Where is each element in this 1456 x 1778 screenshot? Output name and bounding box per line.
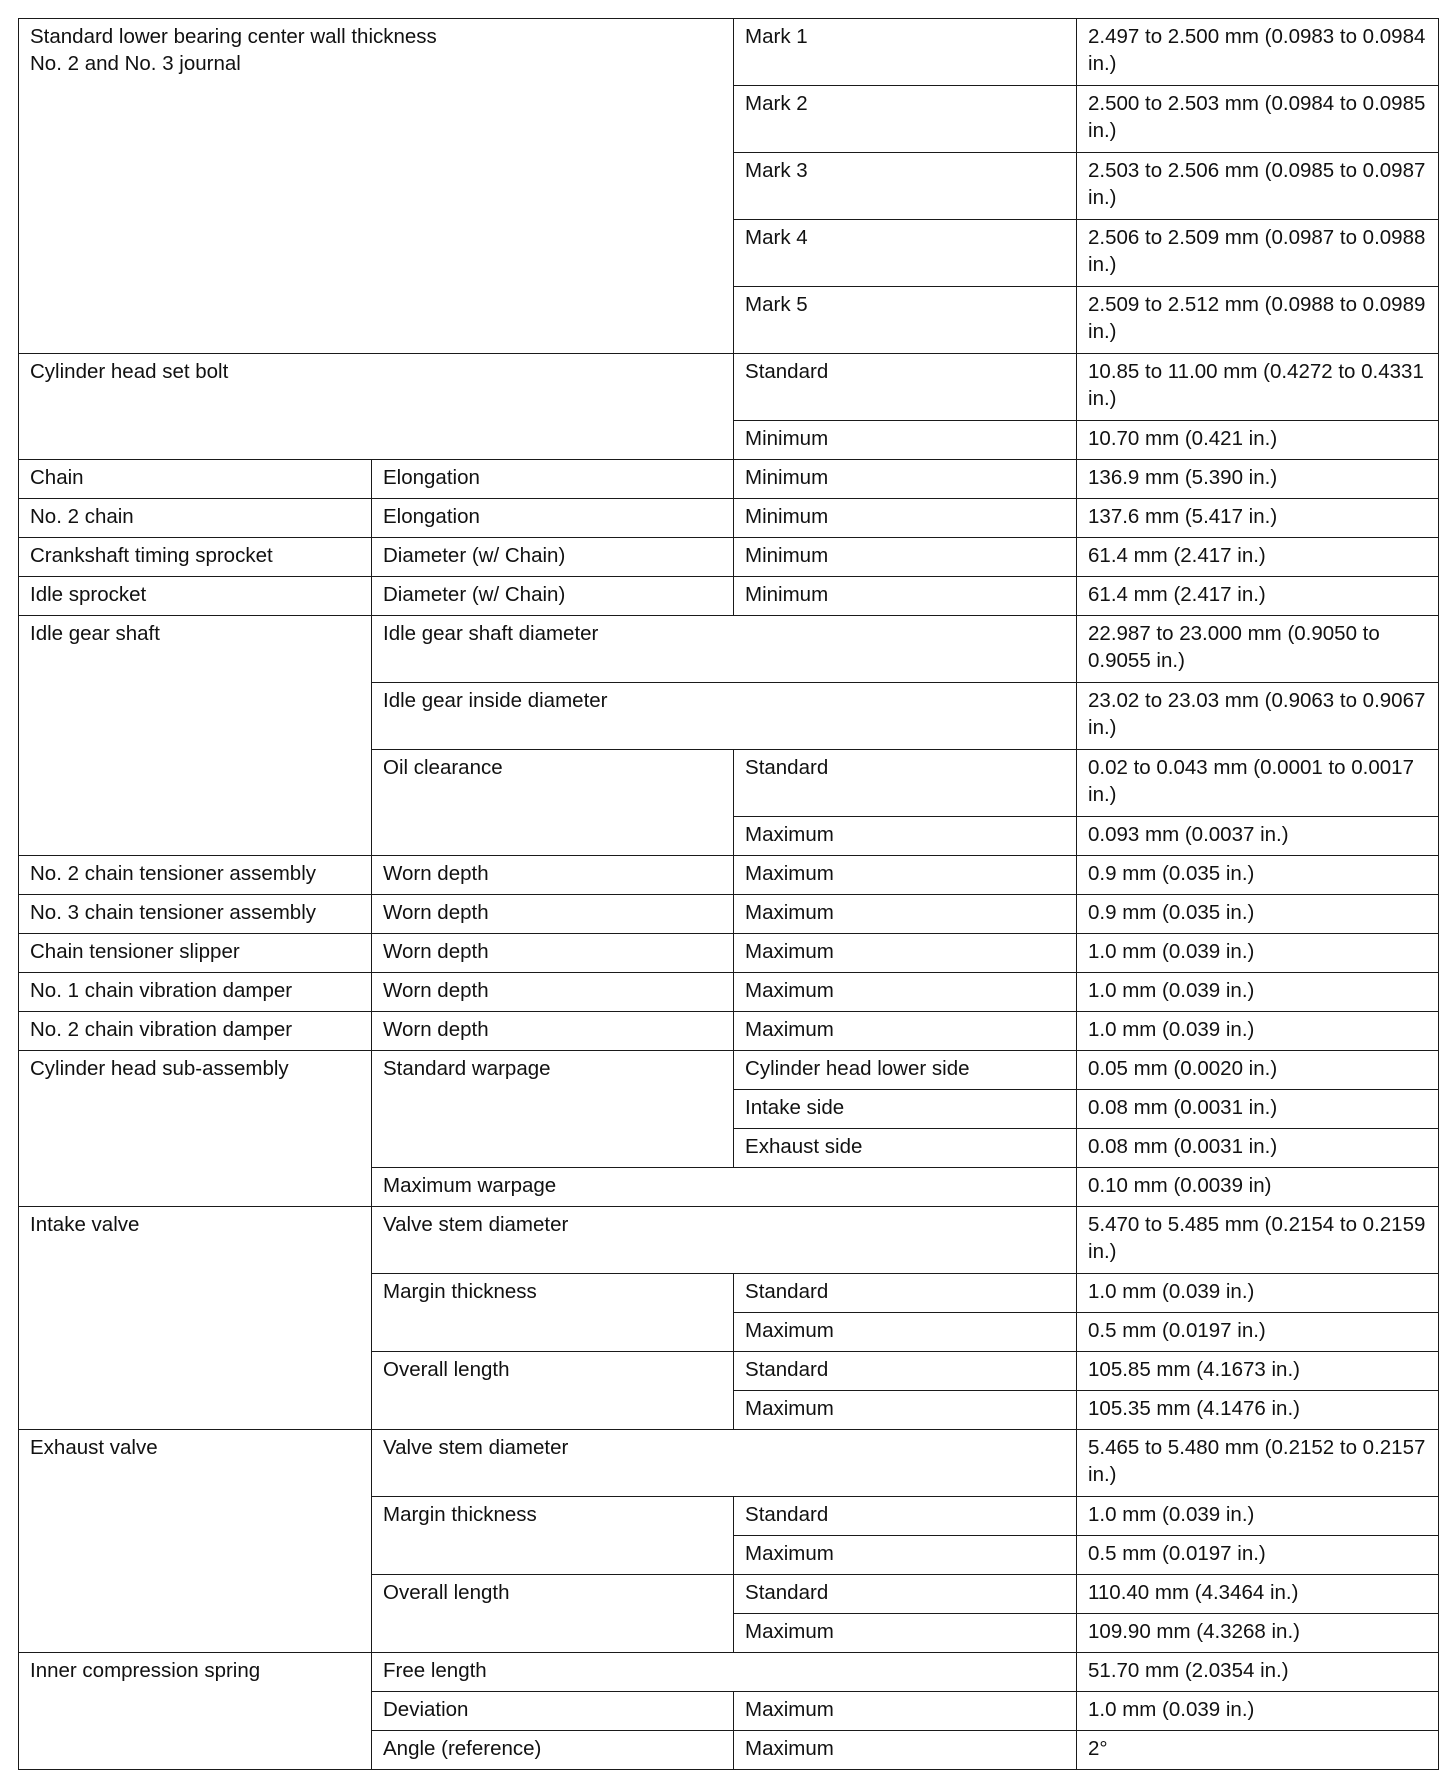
table-cell [1077, 817, 1439, 856]
table-cell [19, 1430, 372, 1653]
cell-text: 5.465 to 5.480 mm (0.2152 to 0.2157 in.) [1088, 1436, 1426, 1486]
table-cell [734, 1129, 1077, 1168]
table-cell [1077, 421, 1439, 460]
cell-text: 1.0 mm (0.039 in.) [1088, 1018, 1255, 1041]
table-cell [1077, 1536, 1439, 1575]
table-cell [372, 1352, 734, 1430]
cell-text: Maximum [745, 862, 834, 885]
table-cell [372, 750, 734, 856]
table-row [19, 856, 1439, 895]
table-cell [1077, 750, 1439, 817]
cell-text: 23.02 to 23.03 mm (0.9063 to 0.9067 in.) [1088, 689, 1426, 739]
table-cell [372, 499, 734, 538]
cell-text: 61.4 mm (2.417 in.) [1088, 544, 1266, 567]
cell-text: 61.4 mm (2.417 in.) [1088, 583, 1266, 606]
table-cell [19, 934, 372, 973]
cell-text: 22.987 to 23.000 mm (0.9050 to 0.9055 in.) [1088, 622, 1380, 672]
cell-text: Minimum [745, 466, 829, 489]
table-cell [372, 1051, 734, 1168]
cell-text: Idle gear shaft diameter [383, 622, 599, 645]
cell-text: Standard [745, 1503, 829, 1526]
cell-text: 0.093 mm (0.0037 in.) [1088, 823, 1289, 846]
table-cell [734, 19, 1077, 86]
cell-text: Exhaust side [745, 1135, 863, 1158]
cell-text: Standard [745, 360, 829, 383]
cell-text: Mark 3 [745, 159, 808, 182]
table-cell [1077, 1274, 1439, 1313]
table-cell [734, 86, 1077, 153]
table-cell [734, 499, 1077, 538]
table-cell [1077, 856, 1439, 895]
cell-text: 0.5 mm (0.0197 in.) [1088, 1319, 1266, 1342]
table-cell [372, 1692, 734, 1731]
cell-text: Maximum [745, 901, 834, 924]
table-cell [734, 1090, 1077, 1129]
table-cell [734, 1614, 1077, 1653]
cell-text: Angle (reference) [383, 1737, 542, 1760]
cell-text: 2.503 to 2.506 mm (0.0985 to 0.0987 in.) [1088, 159, 1426, 209]
cell-text: 2.497 to 2.500 mm (0.0983 to 0.0984 in.) [1088, 25, 1426, 75]
table-cell [372, 1731, 734, 1770]
table-cell [372, 1012, 734, 1051]
cell-text: Margin thickness [383, 1503, 537, 1526]
table-row [19, 616, 1439, 683]
cell-text: 110.40 mm (4.3464 in.) [1088, 1581, 1299, 1604]
table-cell [734, 1391, 1077, 1430]
cell-text: 0.08 mm (0.0031 in.) [1088, 1096, 1278, 1119]
cell-text: Idle sprocket [30, 583, 147, 606]
table-cell [734, 577, 1077, 616]
cell-text: Valve stem diameter [383, 1213, 569, 1236]
cell-text: Maximum [745, 1620, 834, 1643]
table-cell [734, 1575, 1077, 1614]
table-cell [1077, 1313, 1439, 1352]
table-row [19, 19, 1439, 86]
table-cell [372, 1207, 1077, 1274]
table-cell [1077, 1692, 1439, 1731]
cell-text: 0.9 mm (0.035 in.) [1088, 862, 1255, 885]
table-cell [19, 1207, 372, 1430]
table-cell [372, 1168, 1077, 1207]
table-cell [1077, 354, 1439, 421]
cell-text: Standard [745, 1358, 829, 1381]
cell-text: Diameter (w/ Chain) [383, 544, 566, 567]
cell-text: Maximum [745, 1542, 834, 1565]
table-cell [1077, 1168, 1439, 1207]
table-row [19, 1051, 1439, 1090]
cell-text: 2.509 to 2.512 mm (0.0988 to 0.0989 in.) [1088, 293, 1426, 343]
table-cell [734, 1731, 1077, 1770]
cell-text: Cylinder head lower side [745, 1057, 970, 1080]
table-cell [1077, 499, 1439, 538]
table-cell [734, 153, 1077, 220]
table-row [19, 538, 1439, 577]
table-cell [19, 19, 734, 354]
cell-text: Maximum [745, 1698, 834, 1721]
table-cell [372, 460, 734, 499]
table-cell [734, 895, 1077, 934]
cell-text: Maximum [745, 940, 834, 963]
table-cell [1077, 577, 1439, 616]
cell-text: Diameter (w/ Chain) [383, 583, 566, 606]
cell-text: Overall length [383, 1581, 510, 1604]
cell-text: 0.08 mm (0.0031 in.) [1088, 1135, 1278, 1158]
table-cell [372, 1430, 1077, 1497]
table-cell [372, 1653, 1077, 1692]
table-cell [1077, 1090, 1439, 1129]
table-cell [19, 577, 372, 616]
cell-text: Mark 2 [745, 92, 808, 115]
cell-text: Oil clearance [383, 756, 503, 779]
table-cell [1077, 683, 1439, 750]
cell-text: 1.0 mm (0.039 in.) [1088, 979, 1255, 1002]
table-cell [734, 1352, 1077, 1391]
table-cell [372, 895, 734, 934]
table-cell [734, 1012, 1077, 1051]
cell-text: Standard [745, 1280, 829, 1303]
table-cell [372, 934, 734, 973]
cell-text: No. 2 and No. 3 journal [30, 52, 241, 75]
cell-text: Intake side [745, 1096, 845, 1119]
table-cell [734, 421, 1077, 460]
cell-text: Idle gear shaft [30, 622, 160, 645]
cell-text: 105.35 mm (4.1476 in.) [1088, 1397, 1300, 1420]
cell-text: No. 2 chain [30, 505, 134, 528]
table-cell [734, 1313, 1077, 1352]
table-cell [19, 1051, 372, 1207]
table-cell [372, 538, 734, 577]
table-row [19, 934, 1439, 973]
cell-text: 5.470 to 5.485 mm (0.2154 to 0.2159 in.) [1088, 1213, 1426, 1263]
cell-text: Standard [745, 1581, 829, 1604]
spec-table [18, 18, 1439, 1770]
cell-text: Standard [745, 756, 829, 779]
cell-text: Maximum [745, 823, 834, 846]
cell-text: Cylinder head sub-assembly [30, 1057, 289, 1080]
cell-text: 51.70 mm (2.0354 in.) [1088, 1659, 1289, 1682]
table-cell [734, 1051, 1077, 1090]
table-cell [372, 1497, 734, 1575]
table-cell [734, 460, 1077, 499]
table-cell [1077, 1653, 1439, 1692]
cell-text: Intake valve [30, 1213, 140, 1236]
table-cell [19, 616, 372, 856]
table-cell [1077, 1352, 1439, 1391]
table-cell [372, 616, 1077, 683]
table-cell [1077, 1430, 1439, 1497]
cell-text: No. 1 chain vibration damper [30, 979, 293, 1002]
table-cell [734, 220, 1077, 287]
table-row [19, 460, 1439, 499]
cell-text: Mark 4 [745, 226, 808, 249]
table-cell [734, 287, 1077, 354]
table-cell [1077, 934, 1439, 973]
cell-text: Inner compression spring [30, 1659, 261, 1682]
table-cell [734, 1497, 1077, 1536]
cell-text: 0.9 mm (0.035 in.) [1088, 901, 1255, 924]
cell-text: 0.10 mm (0.0039 in) [1088, 1174, 1272, 1197]
table-cell [734, 1536, 1077, 1575]
table-row [19, 1653, 1439, 1692]
table-cell [734, 354, 1077, 421]
table-cell [19, 499, 372, 538]
cell-text: Maximum [745, 1319, 834, 1342]
cell-text: 1.0 mm (0.039 in.) [1088, 940, 1255, 963]
table-row [19, 895, 1439, 934]
table-cell [734, 934, 1077, 973]
table-cell [1077, 287, 1439, 354]
cell-text: Worn depth [383, 901, 489, 924]
cell-text: 0.05 mm (0.0020 in.) [1088, 1057, 1278, 1080]
cell-text: Minimum [745, 427, 829, 450]
table-cell [372, 856, 734, 895]
table-cell [1077, 1614, 1439, 1653]
table-cell [1077, 1497, 1439, 1536]
table-cell [372, 1575, 734, 1653]
table-cell [19, 354, 734, 460]
table-cell [19, 895, 372, 934]
cell-text: No. 3 chain tensioner assembly [30, 901, 317, 924]
cell-text: Worn depth [383, 862, 489, 885]
cell-text: 1.0 mm (0.039 in.) [1088, 1280, 1255, 1303]
table-row [19, 1207, 1439, 1274]
table-cell [1077, 616, 1439, 683]
spec-table-body [19, 19, 1439, 1770]
table-cell [372, 577, 734, 616]
cell-text: 0.5 mm (0.0197 in.) [1088, 1542, 1266, 1565]
table-cell [734, 1274, 1077, 1313]
cell-text: 137.6 mm (5.417 in.) [1088, 505, 1278, 528]
cell-text: No. 2 chain vibration damper [30, 1018, 293, 1041]
table-cell [734, 538, 1077, 577]
table-cell [1077, 19, 1439, 86]
cell-text: Worn depth [383, 979, 489, 1002]
cell-text: 1.0 mm (0.039 in.) [1088, 1503, 1255, 1526]
table-cell [372, 683, 1077, 750]
cell-text: Worn depth [383, 1018, 489, 1041]
table-cell [734, 750, 1077, 817]
table-cell [1077, 220, 1439, 287]
cell-text: 10.70 mm (0.421 in.) [1088, 427, 1278, 450]
table-cell [1077, 86, 1439, 153]
table-row [19, 577, 1439, 616]
cell-text: Valve stem diameter [383, 1436, 569, 1459]
table-cell [19, 856, 372, 895]
table-cell [734, 817, 1077, 856]
cell-text: Elongation [383, 505, 480, 528]
cell-text: Deviation [383, 1698, 469, 1721]
cell-text: Overall length [383, 1358, 510, 1381]
table-cell [19, 460, 372, 499]
table-cell [1077, 895, 1439, 934]
table-cell [19, 1012, 372, 1051]
cell-text: 109.90 mm (4.3268 in.) [1088, 1620, 1300, 1643]
cell-text: Exhaust valve [30, 1436, 158, 1459]
table-cell [19, 538, 372, 577]
table-cell [1077, 538, 1439, 577]
table-cell [1077, 1129, 1439, 1168]
table-cell [1077, 1207, 1439, 1274]
table-row [19, 499, 1439, 538]
table-cell [19, 973, 372, 1012]
table-row [19, 354, 1439, 421]
cell-text: Minimum [745, 505, 829, 528]
cell-text: Minimum [745, 583, 829, 606]
cell-text: 136.9 mm (5.390 in.) [1088, 466, 1278, 489]
table-row [19, 973, 1439, 1012]
cell-text: Maximum [745, 1737, 834, 1760]
table-cell [1077, 973, 1439, 1012]
table-row [19, 1012, 1439, 1051]
cell-text: No. 2 chain tensioner assembly [30, 862, 317, 885]
cell-text: Maximum [745, 979, 834, 1002]
table-cell [372, 1274, 734, 1352]
cell-text: 0.02 to 0.043 mm (0.0001 to 0.0017 in.) [1088, 756, 1414, 806]
cell-text: 2.506 to 2.509 mm (0.0987 to 0.0988 in.) [1088, 226, 1426, 276]
table-cell [734, 856, 1077, 895]
cell-text: Chain tensioner slipper [30, 940, 240, 963]
table-cell [1077, 1731, 1439, 1770]
table-cell [1077, 460, 1439, 499]
table-cell [734, 973, 1077, 1012]
cell-text: Standard warpage [383, 1057, 551, 1080]
cell-text: Mark 5 [745, 293, 808, 316]
cell-text: Worn depth [383, 940, 489, 963]
cell-text: Free length [383, 1659, 487, 1682]
cell-text: Maximum [745, 1397, 834, 1420]
table-row [19, 1430, 1439, 1497]
cell-text: 2.500 to 2.503 mm (0.0984 to 0.0985 in.) [1088, 92, 1426, 142]
cell-text: Crankshaft timing sprocket [30, 544, 273, 567]
cell-text: Mark 1 [745, 25, 808, 48]
cell-text: Maximum warpage [383, 1174, 557, 1197]
cell-text: Margin thickness [383, 1280, 537, 1303]
table-cell [372, 973, 734, 1012]
cell-text: 10.85 to 11.00 mm (0.4272 to 0.4331 in.) [1088, 360, 1424, 410]
cell-text: Standard lower bearing center wall thickness [30, 25, 437, 48]
cell-text: Elongation [383, 466, 480, 489]
cell-text: Minimum [745, 544, 829, 567]
table-cell [734, 1692, 1077, 1731]
cell-text: 1.0 mm (0.039 in.) [1088, 1698, 1255, 1721]
cell-text: 105.85 mm (4.1673 in.) [1088, 1358, 1300, 1381]
table-cell [1077, 1051, 1439, 1090]
table-cell [1077, 1575, 1439, 1614]
table-cell [19, 1653, 372, 1770]
cell-text: Maximum [745, 1018, 834, 1041]
cell-text: Idle gear inside diameter [383, 689, 608, 712]
table-cell [1077, 1391, 1439, 1430]
table-cell [1077, 1012, 1439, 1051]
cell-text: Cylinder head set bolt [30, 360, 229, 383]
cell-text: 2° [1088, 1737, 1108, 1760]
table-cell [1077, 153, 1439, 220]
cell-text: Chain [30, 466, 84, 489]
